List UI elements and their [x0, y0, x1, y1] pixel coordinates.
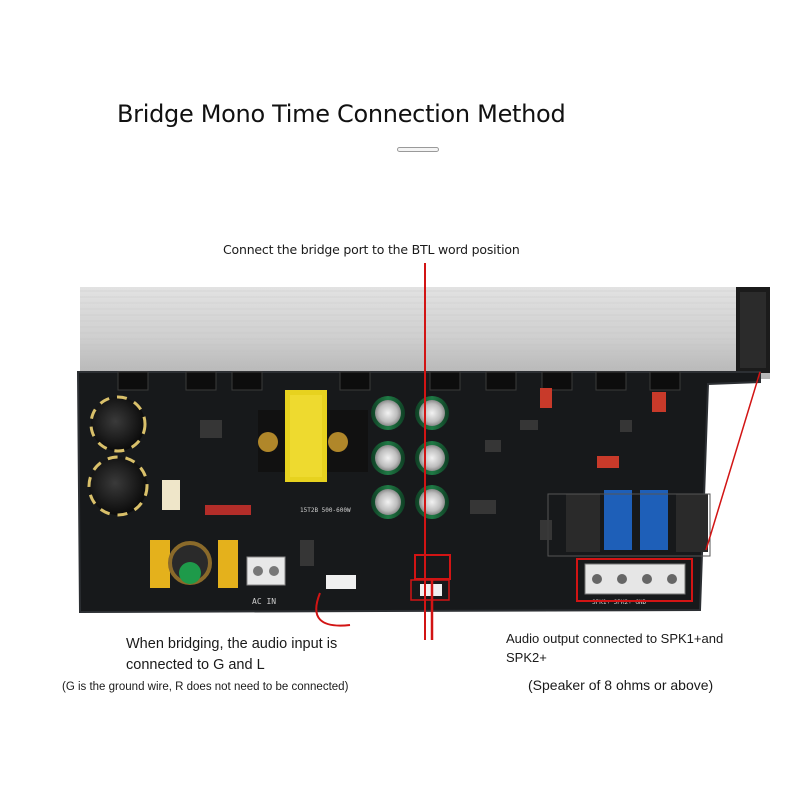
audio-output-note-line1: Audio output connected to SPK1+and [506, 631, 724, 646]
audio-output-note-line2: SPK2+ [506, 650, 547, 665]
spk-marking: SPK1+ SPK2+ GND [592, 599, 647, 606]
output-relays [548, 490, 710, 556]
audio-input-note-line2: connected to G and L [126, 657, 265, 673]
audio-output-note-line3: (Speaker of 8 ohms or above) [528, 677, 714, 693]
bridge-port-note: Connect the bridge port to the BTL word position [223, 242, 520, 257]
supply-marking: 15T2B 500-600W [300, 507, 351, 514]
page-title: Bridge Mono Time Connection Method [117, 100, 566, 128]
ac-in-marking: AC IN [252, 597, 277, 606]
audio-input-note-line3: (G is the ground wire, R does not need to be connected) [62, 681, 349, 693]
audio-input-note-line1: When bridging, the audio input is [126, 636, 338, 652]
